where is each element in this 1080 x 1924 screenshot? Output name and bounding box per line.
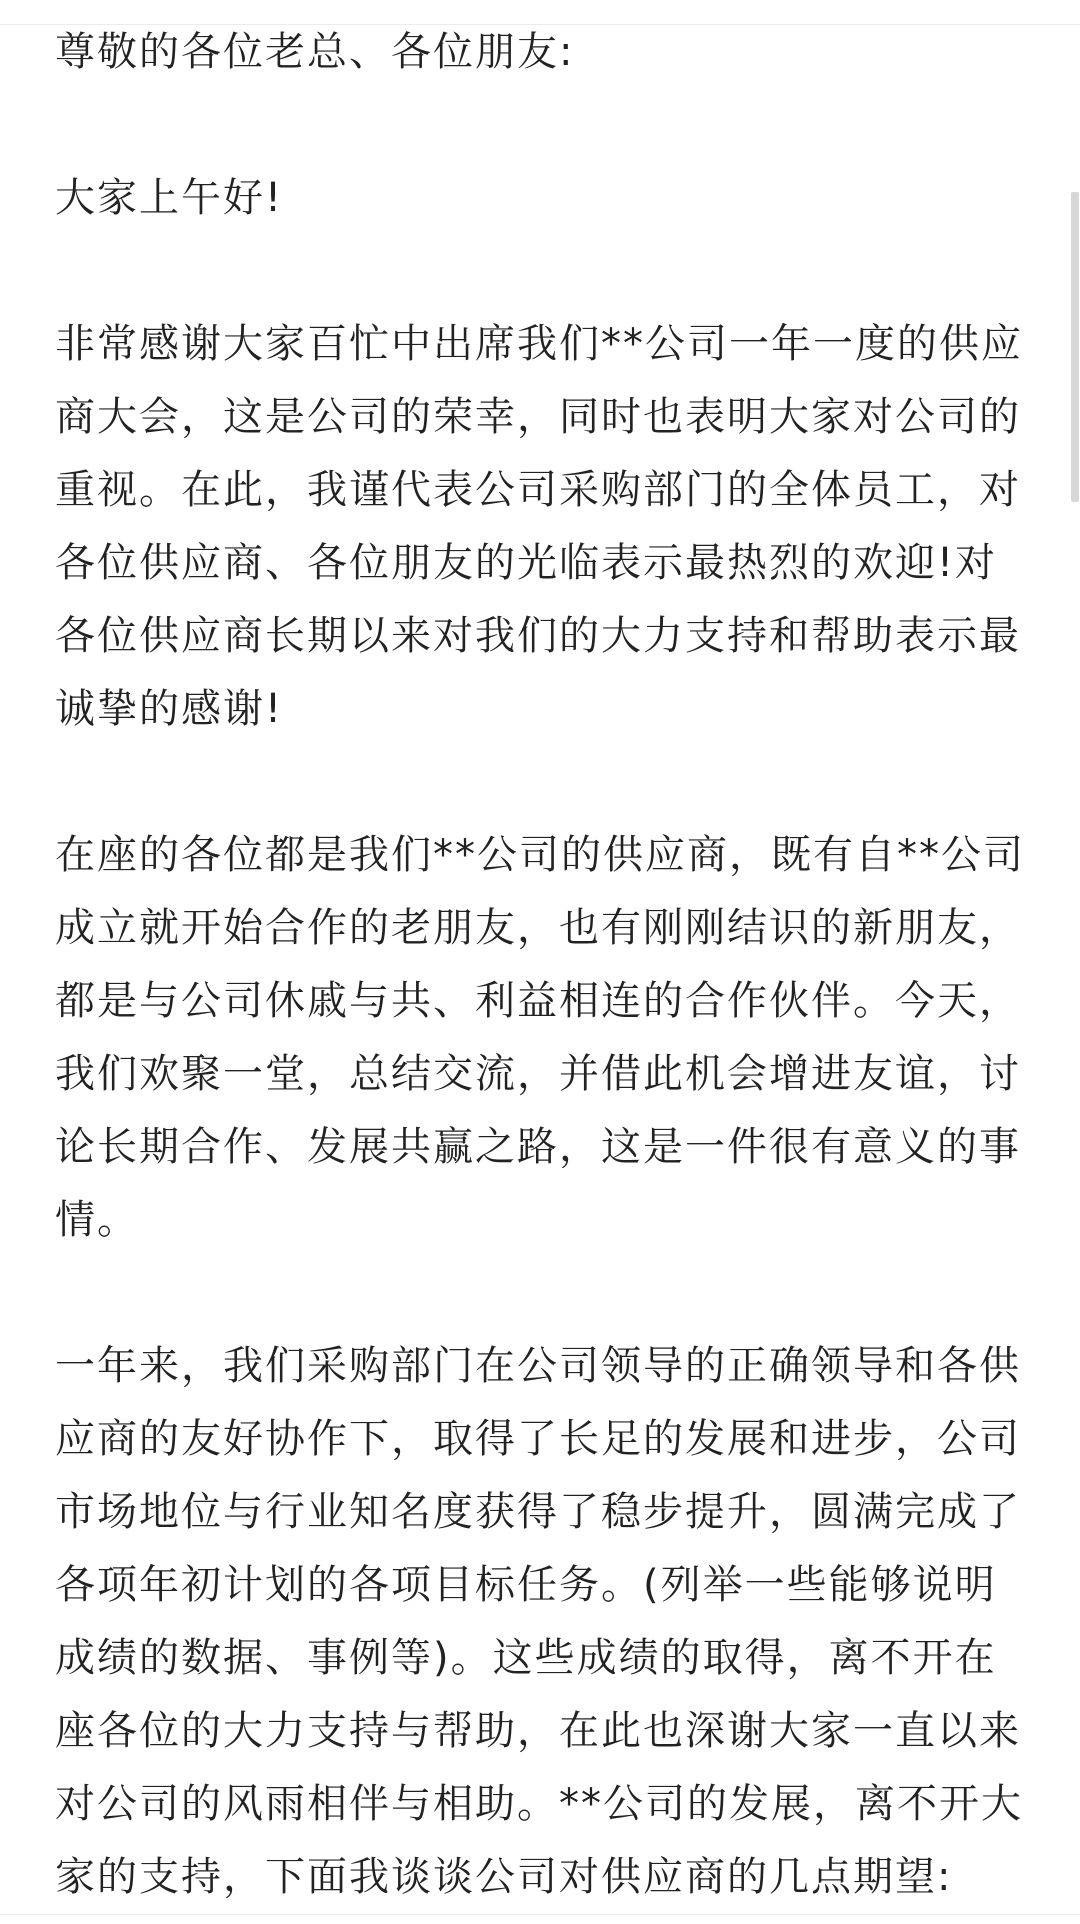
greeting-line: 尊敬的各位老总、各位朋友:: [55, 29, 575, 75]
article-body: [55, 16, 1033, 1914]
paragraph-achievements: 一年来，我们采购部门在公司领导的正确领导和各供应商的友好协作下，取得了长足的发展和进步，公司市场地位与行业知名度获得了稳步提升，圆满完成了各项年初计划的各项目标任务。(列举一些能够说明成绩的数据、事例等)。这些成绩的取得，离不开在座各位的大力支持与帮助，在此也深谢大家一直以来对公司的风雨相伴与相助。**公司的发展，离不开大家的支持，下面我谈谈公司对供应商的几点期望:: [55, 1343, 1023, 1900]
bottom-divider: [0, 1914, 1080, 1915]
paragraph-thanks: 非常感谢大家百忙中出席我们**公司一年一度的供应商大会，这是公司的荣幸，同时也表明大家对公司的重视。在此，我谨代表公司采购部门的全体员工，对各位供应商、各位朋友的光临表示最热烈的欢迎!对各位供应商长期以来对我们的大力支持和帮助表示最诚挚的感谢!: [55, 321, 1023, 732]
paragraph-suppliers: 在座的各位都是我们**公司的供应商，既有自**公司成立就开始合作的老朋友，也有刚刚结识的新朋友，都是与公司休戚与共、利益相连的合作伙伴。今天，我们欢聚一堂，总结交流，并借此机会增进友谊，讨论长期合作、发展共赢之路，这是一件很有意义的事情。: [55, 832, 1025, 1243]
scrollbar-thumb[interactable]: [1071, 192, 1079, 502]
salute-line: 大家上午好!: [55, 175, 284, 221]
